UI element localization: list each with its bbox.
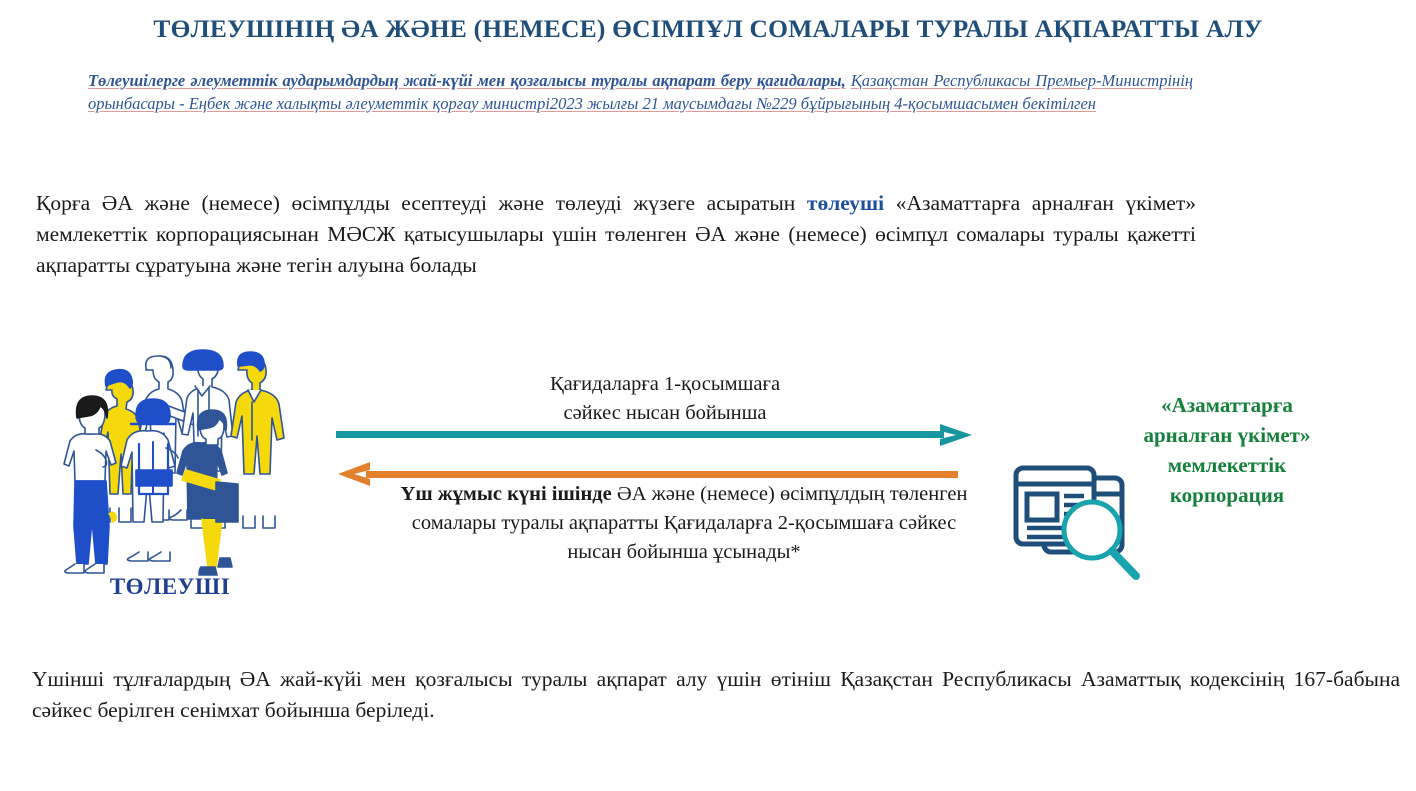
intro-paragraph (36, 188, 1196, 281)
government-corporation-label-line4: корпорация (1169, 483, 1285, 507)
backward-arrow-label-rest: ӘА және (немесе) өсімпұлдың төленген сомалары туралы ақпаратты Қағидаларға 2-қосымшаға сәйкес нысан бойынша ұсынады* (411, 483, 968, 563)
intro-paragraph-lead: Қорға ӘА және (немесе) өсімпұлды есептеуді және төлеуді жүзеге асыратын (36, 190, 807, 215)
backward-arrow-label-bold: Үш жұмыс күні ішінде (400, 483, 612, 505)
documents-search-icon (1008, 462, 1158, 580)
government-corporation-label-line1: «Азаматтарға (1161, 393, 1293, 417)
intro-paragraph-tail: «Азаматтарға арналған үкімет» мемлекеттік корпорациясынан МӘСЖ қатысушылары үшін төленген ӘА және (немесе) өсімпұл сомалары туралы қажетті ақпаратты сұратуына және тегін алуына болады (36, 190, 1196, 277)
legal-reference-rules-name: Төлеушілерге әлеуметтік аударымдардың жай-күйі мен қозғалысы туралы ақпарат беру қағидалары, (88, 71, 846, 90)
forward-arrow-right-icon (336, 424, 972, 446)
page-title: ТӨЛЕУШІНІҢ ӘА ЖӘНЕ (НЕМЕСЕ) ӨСІМПҰЛ СОМАЛАРЫ ТУРАЛЫ АҚПАРАТТЫ АЛУ (153, 14, 1263, 43)
group-of-people-illustration (62, 330, 314, 576)
legal-reference-block (88, 70, 1193, 115)
payer-label: ТӨЛЕУШІ (109, 574, 231, 599)
footnote-paragraph-text: Үшінші тұлғалардың ӘА жай-күйі мен қозғалысы туралы ақпарат алу үшін өтініш Қазақстан Республикасы Азаматтық кодексінің 167-бабына сәйкес берілген сенімхат бойынша беріледі. (32, 666, 1400, 722)
forward-arrow-label-line1: Қағидаларға 1-қосымшаға (549, 373, 781, 395)
legal-reference-order-details: Қазақстан Республикасы Премьер-Министрінің орынбасары - Еңбек және халықты әлеуметтік қорғау министрі2023 жылғы 21 маусымдағы №229 бұйрығының 4-қосымшасымен бекітілген (88, 71, 1194, 113)
government-corporation-label-line2: арналған үкімет» (1143, 423, 1311, 447)
forward-arrow-label-line2: сәйкес нысан бойынша (563, 402, 767, 424)
government-corporation-label-line3: мемлекеттік (1167, 453, 1287, 477)
backward-arrow-label (396, 480, 972, 567)
payer-keyword: төлеуші (806, 190, 885, 215)
footnote-paragraph (32, 664, 1400, 726)
forward-arrow-label (430, 370, 900, 428)
